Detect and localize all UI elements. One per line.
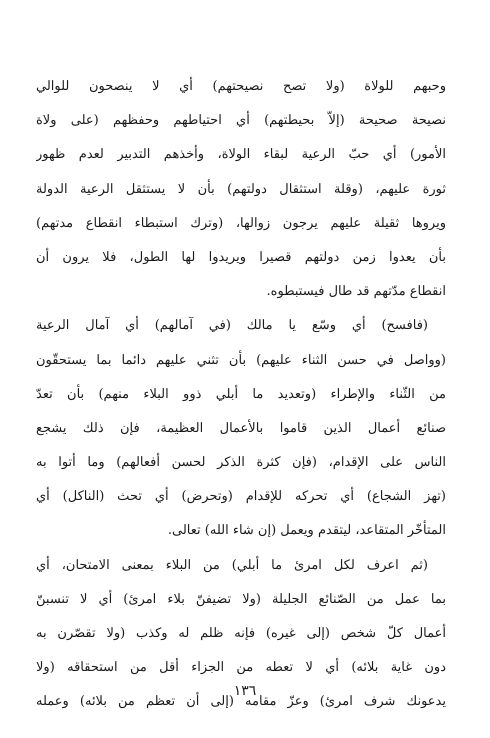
text-line: دون غاية بلائه) أي لا تعطه من الجزاء أقل من استحقاقه (ولا [36, 660, 446, 676]
paragraph-2 [36, 309, 446, 548]
text-line: (تهز الشجاع) أي تحركه للإقدام (وتحرض) أي تحث (الناكل) أي [36, 489, 446, 505]
body-text [36, 70, 446, 720]
text-line: الأمور) أي حبّ الرعية لبقاء الولاة، وأخذهم التدبير لعدم ظهور [36, 147, 446, 163]
text-line: نصيحة صحيحة (إلاّ بحيطتهم) أي احتياطهم وحفظهم (على ولاة [36, 113, 446, 129]
text-line: ثورة عليهم، (وقلة استثقال دولتهم) بأن لا يستثقل الرعية الدولة [36, 181, 446, 197]
text-line: بأن يعدوا زمن دولتهم قصيرا ويريدوا لها الطول، فلا يرون أن [36, 249, 446, 265]
text-line: (فافسح) أي وسّع يا مالك (في آمالهم) أي آمال الرعية [36, 318, 428, 334]
text-line: وحبهم للولاة (ولا تصح نصيحتهم) أي لا ينصحون للوالي [36, 79, 446, 94]
text-line: انقطاع مدّتهم قد طال فيستبطوه. [266, 284, 446, 300]
text-line: يدعونك شرف امرئ) وعزّ مقامه (إلى أن تعظم من بلائه) وعمله [36, 694, 446, 710]
text-line: المتأخّر المتقاعد، ليتقدم ويعمل (إن شاء الله) تعالى. [167, 523, 446, 539]
text-line: من الثّناء والإطراء (وتعديد ما أبلي ذوو البلاء منهم) بأن تعدّ [36, 386, 446, 402]
paragraph-1 [36, 70, 446, 309]
text-line: (ثم اعرف لكل امرئ ما أبلي) من البلاء بمعنى الامتحان، أي [36, 557, 428, 573]
text-line: بما عمل من الصّنائع الجليلة (ولا تضيفنّ بلاء امرئ) أي لا تنسبنّ [36, 591, 446, 607]
text-line: (وواصل في حسن الثناء عليهم) بأن تثني عليهم دائما بما يستحقّون [36, 352, 446, 368]
page-number: ١٣٦ [233, 683, 257, 699]
text-line: أعمال كلّ شخص (إلى غيره) فإنه ظلم له وكذب (ولا تقصّرن به [36, 626, 446, 641]
text-line: صنائع أعمال الذين قاموا بالأعمال العظيمة، فإن ذلك يشجع [36, 420, 446, 436]
text-line: ويروها ثقيلة عليهم يرجون زوالها، (وترك استبطاء انقطاع مدتهم) [36, 215, 446, 231]
text-line: الناس على الإقدام، (فإن كثرة الذكر لحسن أفعالهم) وما أتوا به [36, 455, 446, 471]
